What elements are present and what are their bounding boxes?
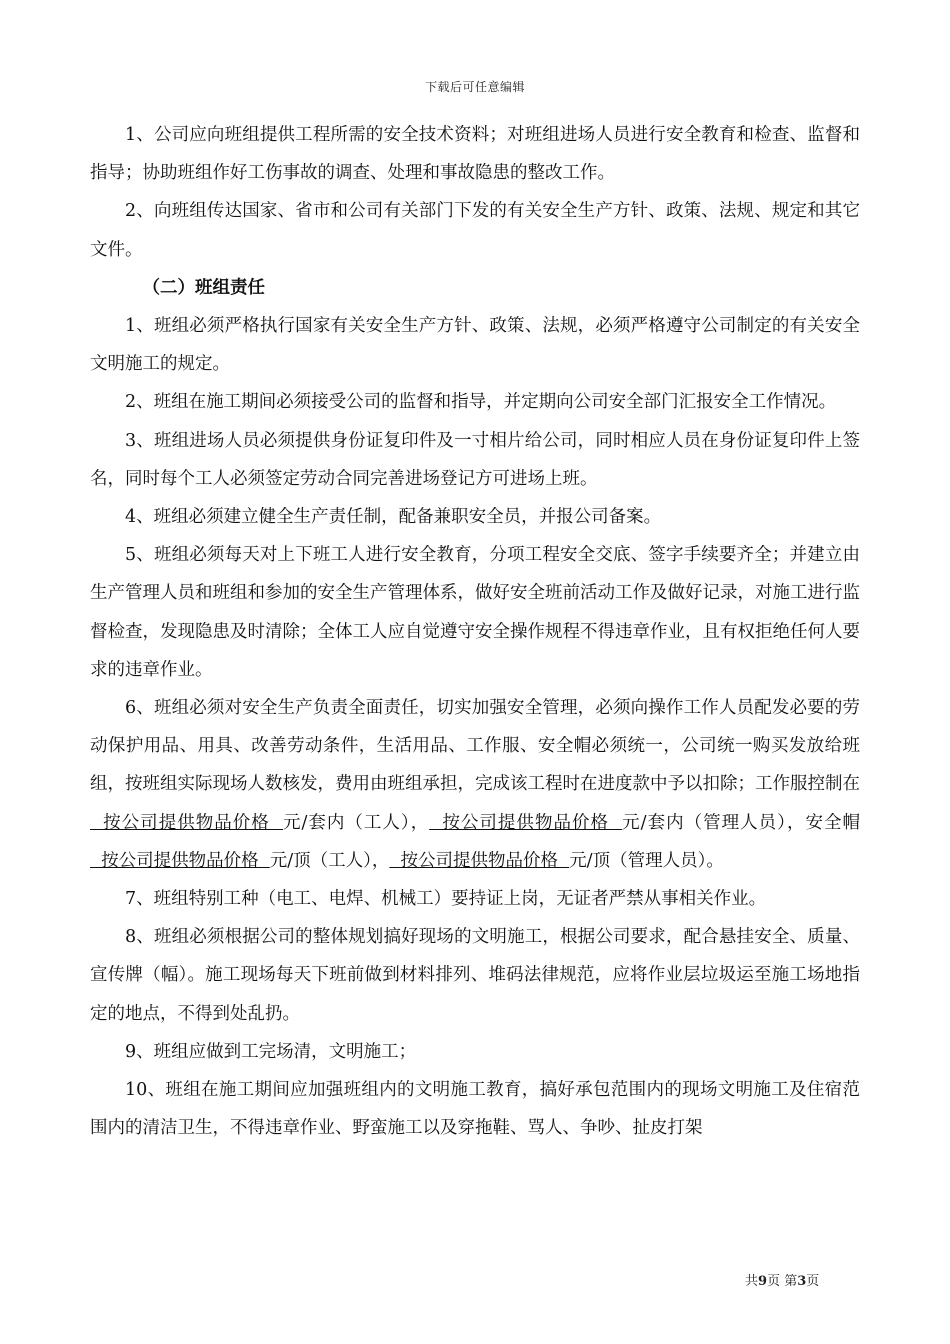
text-segment: 元/顶（工人）， (269, 850, 390, 871)
underlined-price-field: 按公司提供物品价格 (389, 850, 570, 871)
page-footer (745, 1270, 819, 1289)
current-suffix: 页 (806, 1274, 820, 1289)
paragraph-company-duty-1: 1、公司应向班组提供工程所需的安全技术资料；对班组进场人员进行安全教育和检查、监督和指导；协助班组作好工伤事故的调查、处理和事故隐患的整改工作。 (90, 125, 860, 184)
paragraph-team-duty-6 (90, 689, 860, 880)
paragraph-team-duty-9: 9、班组应做到工完场清，文明施工； (125, 1041, 417, 1062)
current-prefix: 第 (784, 1274, 798, 1289)
text-segment: 元/顶（管理人员）。 (569, 850, 724, 871)
paragraph-team-duty-1: 1、班组必须严格执行国家有关安全生产方针、政策、法规，必须严格遵守公司制定的有关安全文明施工的规定。 (90, 316, 860, 375)
total-suffix: 页 (767, 1274, 781, 1289)
document-body (90, 116, 860, 1147)
underlined-price-field: 按公司提供物品价格 (90, 812, 283, 833)
paragraph-company-duty-2: 2、向班组传达国家、省市和公司有关部门下发的有关安全生产方针、政策、法规、规定和其它文件。 (90, 201, 860, 260)
total-pages-count: 9 (758, 1274, 768, 1289)
text-segment: 6、班组必须对安全生产负责全面责任，切实加强安全管理，必须向操作工作人员配发必要的劳动保护用品、用具、改善劳动条件，生活用品、工作服、安全帽必须统一，公司统一购买发放给班组，按班组实际现场人数核发，费用由班组承担，完成该工程时在进度款中予以扣除；工作服控制在 (90, 698, 860, 795)
section-heading-team-responsibility: （二）班组责任 (142, 277, 265, 298)
underlined-price-field: 按公司提供物品价格 (90, 850, 270, 871)
paragraph-team-duty-8: 8、班组必须根据公司的整体规划搞好现场的文明施工，根据公司要求，配合悬挂安全、质量、宣传牌（幅）。施工现场每天下班前做到材料排列、堆码法律规范，应将作业层垃圾运至施工场地指定的地点，不得到处乱扔。 (90, 927, 860, 1024)
page-header: 下载后可任意编辑 (424, 80, 525, 94)
paragraph-team-duty-2: 2、班组在施工期间必须接受公司的监督和指导，并定期向公司安全部门汇报安全工作情况。 (125, 392, 837, 413)
paragraph-team-duty-10: 10、班组在施工期间应加强班组内的文明施工教育，搞好承包范围内的现场文明施工及住宿范围内的清洁卫生，不得违章作业、野蛮施工以及穿拖鞋、骂人、争吵、扯皮打架 (90, 1080, 860, 1139)
total-prefix: 共 (745, 1274, 759, 1289)
paragraph-team-duty-7: 7、班组特别工种（电工、电焊、机械工）要持证上岗，无证者严禁从事相关作业。 (125, 889, 767, 910)
text-segment: 元/套内（工人）， (282, 812, 430, 833)
paragraph-team-duty-4: 4、班组必须建立健全生产责任制，配备兼职安全员，并报公司备案。 (125, 507, 662, 528)
paragraph-team-duty-5: 5、班组必须每天对上下班工人进行安全教育，分项工程安全交底、签字手续要齐全；并建立由生产管理人员和班组和参加的安全生产管理体系，做好安全班前活动工作及做好记录，对施工进行监督检查，发现隐患及时清除；全体工人应自觉遵守安全操作规程不得违章作业，且有权拒绝任何人要求的违章作业。 (90, 545, 860, 680)
paragraph-team-duty-3: 3、班组进场人员必须提供身份证复印件及一寸相片给公司，同时相应人员在身份证复印件上签名，同时每个工人必须签定劳动合同完善进场登记方可进场上班。 (90, 430, 860, 489)
current-page-number: 3 (797, 1274, 807, 1289)
underlined-price-field: 按公司提供物品价格 (429, 812, 623, 833)
text-segment: 元/套内（管理人员），安全帽 (622, 812, 860, 833)
